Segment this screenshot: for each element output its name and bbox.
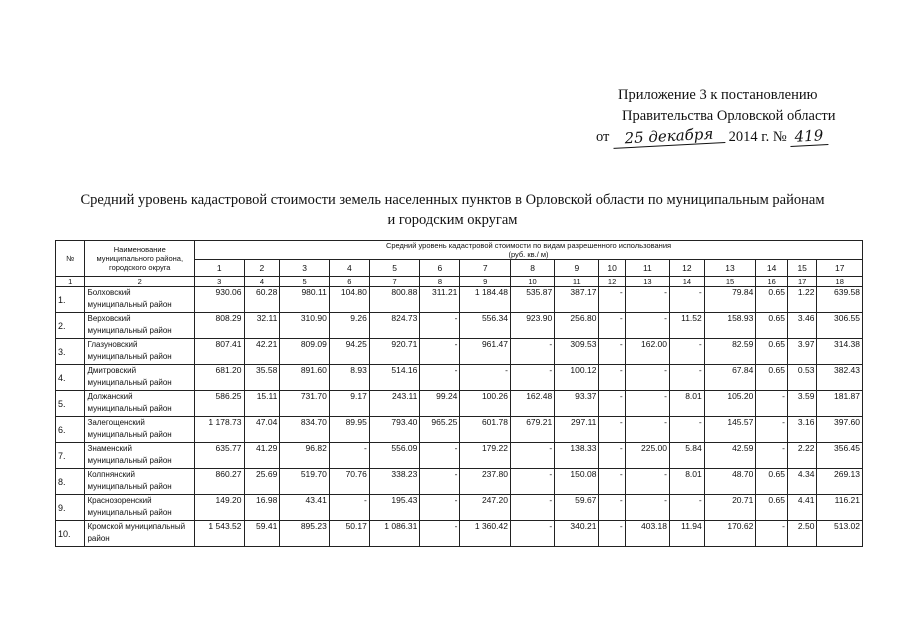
value-cell: 1 086.31 [369, 521, 420, 547]
value-cell: 43.41 [280, 495, 330, 521]
value-cell: - [625, 287, 669, 313]
value-cell: 2.22 [787, 443, 816, 469]
value-cell: 1 360.42 [460, 521, 511, 547]
sub-header-cell: 14 [756, 260, 788, 277]
value-cell: 100.12 [555, 365, 599, 391]
group-header [195, 241, 863, 260]
value-cell: - [625, 313, 669, 339]
district-name: Болховский муниципальный район [85, 287, 195, 313]
value-cell: 965.25 [420, 417, 460, 443]
sub-header-cell: 5 [369, 260, 420, 277]
value-cell: - [599, 443, 625, 469]
value-cell: 1.22 [787, 287, 816, 313]
sub-header-cell: 8 [510, 260, 554, 277]
appendix-block [596, 85, 876, 148]
value-cell: 920.71 [369, 339, 420, 365]
value-cell: 93.37 [555, 391, 599, 417]
row-number: 3. [56, 339, 85, 365]
value-cell: 556.34 [460, 313, 511, 339]
value-cell: 338.23 [369, 469, 420, 495]
appendix-ot: от [596, 129, 610, 145]
table-row [56, 339, 863, 365]
value-cell: 980.11 [280, 287, 330, 313]
index-cell: 2 [85, 277, 195, 287]
sub-header-cell: 4 [329, 260, 369, 277]
value-cell: 41.29 [244, 443, 280, 469]
value-cell: 15.11 [244, 391, 280, 417]
value-cell: 3.46 [787, 313, 816, 339]
index-cell: 17 [787, 277, 816, 287]
value-cell: 556.09 [369, 443, 420, 469]
value-cell: 834.70 [280, 417, 330, 443]
value-cell: 1 184.48 [460, 287, 511, 313]
value-cell: - [420, 443, 460, 469]
value-cell: 48.70 [704, 469, 756, 495]
index-cell: 8 [420, 277, 460, 287]
value-cell: - [625, 417, 669, 443]
value-cell: 11.52 [669, 313, 704, 339]
sub-header-cell: 12 [669, 260, 704, 277]
row-number: 8. [56, 469, 85, 495]
value-cell: 679.21 [510, 417, 554, 443]
table-row [56, 521, 863, 547]
value-cell: - [329, 495, 369, 521]
value-cell: 225.00 [625, 443, 669, 469]
sub-header-cell: 13 [704, 260, 756, 277]
handwritten-number: 419 [790, 127, 829, 147]
value-cell: 513.02 [817, 521, 863, 547]
value-cell: - [420, 313, 460, 339]
table-row [56, 287, 863, 313]
table-row [56, 313, 863, 339]
district-name: Краснозоренский муниципальный район [85, 495, 195, 521]
table-row [56, 469, 863, 495]
value-cell: 807.41 [195, 339, 245, 365]
row-number: 1. [56, 287, 85, 313]
value-cell: 809.09 [280, 339, 330, 365]
value-cell: 82.59 [704, 339, 756, 365]
sub-header-cell: 2 [244, 260, 280, 277]
value-cell: 8.01 [669, 469, 704, 495]
value-cell: 891.60 [280, 365, 330, 391]
col-name-header: Наименование муниципального района, городского округа [85, 241, 195, 277]
value-cell: 731.70 [280, 391, 330, 417]
value-cell: 243.11 [369, 391, 420, 417]
value-cell: 32.11 [244, 313, 280, 339]
district-name: Залегощенский муниципальный район [85, 417, 195, 443]
table-row [56, 391, 863, 417]
index-cell: 1 [56, 277, 85, 287]
value-cell: 387.17 [555, 287, 599, 313]
value-cell: 96.82 [280, 443, 330, 469]
value-cell: 961.47 [460, 339, 511, 365]
value-cell: 59.41 [244, 521, 280, 547]
value-cell: 42.21 [244, 339, 280, 365]
index-cell: 11 [555, 277, 599, 287]
value-cell: 0.53 [787, 365, 816, 391]
table-row [56, 495, 863, 521]
table-row [56, 443, 863, 469]
value-cell: 0.65 [756, 287, 788, 313]
row-number: 7. [56, 443, 85, 469]
sub-header-cell: 9 [555, 260, 599, 277]
group-header-text: Средний уровень кадастровой стоимости по видам разрешенного использования [385, 241, 672, 250]
index-cell: 7 [369, 277, 420, 287]
value-cell: - [599, 469, 625, 495]
value-cell: 297.11 [555, 417, 599, 443]
district-name: Знаменский муниципальный район [85, 443, 195, 469]
value-cell: 247.20 [460, 495, 511, 521]
sub-header-cell: 17 [817, 260, 863, 277]
value-cell: 42.59 [704, 443, 756, 469]
value-cell: - [756, 443, 788, 469]
value-cell: - [420, 365, 460, 391]
value-cell: 397.60 [817, 417, 863, 443]
value-cell: - [669, 287, 704, 313]
value-cell: - [420, 469, 460, 495]
row-number: 2. [56, 313, 85, 339]
index-cell: 9 [460, 277, 511, 287]
row-number: 10. [56, 521, 85, 547]
value-cell: - [599, 495, 625, 521]
value-cell: 100.26 [460, 391, 511, 417]
value-cell: 681.20 [195, 365, 245, 391]
value-cell: 1 178.73 [195, 417, 245, 443]
value-cell: 89.95 [329, 417, 369, 443]
value-cell: - [756, 391, 788, 417]
value-cell: 0.65 [756, 469, 788, 495]
cadastral-value-table [55, 240, 863, 547]
index-cell: 5 [280, 277, 330, 287]
value-cell: 181.87 [817, 391, 863, 417]
value-cell: 2.50 [787, 521, 816, 547]
value-cell: 11.94 [669, 521, 704, 547]
row-number: 6. [56, 417, 85, 443]
value-cell: 145.57 [704, 417, 756, 443]
value-cell: 514.16 [369, 365, 420, 391]
value-cell: 47.04 [244, 417, 280, 443]
value-cell: 895.23 [280, 521, 330, 547]
row-number: 4. [56, 365, 85, 391]
value-cell: - [420, 339, 460, 365]
value-cell: - [756, 417, 788, 443]
sub-header-cell: 11 [625, 260, 669, 277]
value-cell: - [599, 417, 625, 443]
value-cell: 403.18 [625, 521, 669, 547]
value-cell: - [625, 469, 669, 495]
index-cell: 13 [625, 277, 669, 287]
value-cell: - [599, 391, 625, 417]
value-cell: - [510, 365, 554, 391]
value-cell: 99.24 [420, 391, 460, 417]
value-cell: - [510, 521, 554, 547]
value-cell: - [669, 365, 704, 391]
value-cell: 158.93 [704, 313, 756, 339]
row-number: 9. [56, 495, 85, 521]
value-cell: 9.26 [329, 313, 369, 339]
appendix-line-3 [596, 124, 876, 148]
title-line-1: Средний уровень кадастровой стоимости земель населенных пунктов в Орловской области по муниципальным районам [80, 192, 825, 208]
sub-header-cell: 10 [599, 260, 625, 277]
title-line-2: и городским округам [387, 212, 518, 228]
value-cell: - [510, 339, 554, 365]
value-cell: - [669, 495, 704, 521]
district-name: Кромской муниципальный район [85, 521, 195, 547]
value-cell: 314.38 [817, 339, 863, 365]
sub-header-cell: 15 [787, 260, 816, 277]
value-cell: 309.53 [555, 339, 599, 365]
index-cell: 12 [599, 277, 625, 287]
appendix-line-2: Правительства Орловской области [622, 108, 836, 124]
value-cell: - [669, 417, 704, 443]
handwritten-date: 25 декабря [613, 125, 726, 149]
value-cell: 4.41 [787, 495, 816, 521]
value-cell: 50.17 [329, 521, 369, 547]
district-name: Верховский муниципальный район [85, 313, 195, 339]
value-cell: 94.25 [329, 339, 369, 365]
value-cell: 179.22 [460, 443, 511, 469]
value-cell: 0.65 [756, 365, 788, 391]
value-cell: 35.58 [244, 365, 280, 391]
value-cell: - [329, 443, 369, 469]
table-row [56, 365, 863, 391]
value-cell: 310.90 [280, 313, 330, 339]
value-cell: 8.01 [669, 391, 704, 417]
value-cell: 256.80 [555, 313, 599, 339]
value-cell: - [599, 339, 625, 365]
value-cell: 860.27 [195, 469, 245, 495]
index-cell: 6 [329, 277, 369, 287]
value-cell: - [420, 521, 460, 547]
value-cell: - [420, 495, 460, 521]
value-cell: 4.34 [787, 469, 816, 495]
value-cell: 0.65 [756, 313, 788, 339]
index-cell: 3 [195, 277, 245, 287]
value-cell: 150.08 [555, 469, 599, 495]
value-cell: 639.58 [817, 287, 863, 313]
value-cell: 306.55 [817, 313, 863, 339]
appendix-year: 2014 г. № [728, 129, 787, 145]
value-cell: 586.25 [195, 391, 245, 417]
value-cell: 930.06 [195, 287, 245, 313]
value-cell: 535.87 [510, 287, 554, 313]
district-name: Глазуновский муниципальный район [85, 339, 195, 365]
table-row [56, 417, 863, 443]
value-cell: - [625, 365, 669, 391]
value-cell: - [669, 339, 704, 365]
col-no-header: № [56, 241, 85, 277]
sub-header-cell: 6 [420, 260, 460, 277]
value-cell: 20.71 [704, 495, 756, 521]
index-cell: 16 [756, 277, 788, 287]
value-cell: 382.43 [817, 365, 863, 391]
value-cell: 70.76 [329, 469, 369, 495]
value-cell: 104.80 [329, 287, 369, 313]
value-cell: 519.70 [280, 469, 330, 495]
index-cell: 15 [704, 277, 756, 287]
value-cell: 25.69 [244, 469, 280, 495]
document-title [40, 190, 865, 230]
value-cell: - [599, 521, 625, 547]
group-header-unit: (руб. кв./ м) [508, 250, 549, 259]
value-cell: - [625, 391, 669, 417]
value-cell: 0.65 [756, 495, 788, 521]
index-cell: 4 [244, 277, 280, 287]
value-cell: 311.21 [420, 287, 460, 313]
value-cell: 0.65 [756, 339, 788, 365]
value-cell: 59.67 [555, 495, 599, 521]
sub-header-cell: 1 [195, 260, 245, 277]
value-cell: - [460, 365, 511, 391]
sub-header-cell: 7 [460, 260, 511, 277]
index-cell: 18 [817, 277, 863, 287]
value-cell: 793.40 [369, 417, 420, 443]
value-cell: 635.77 [195, 443, 245, 469]
value-cell: 162.48 [510, 391, 554, 417]
value-cell: 269.13 [817, 469, 863, 495]
value-cell: 923.90 [510, 313, 554, 339]
value-cell: 60.28 [244, 287, 280, 313]
value-cell: 149.20 [195, 495, 245, 521]
value-cell: 800.88 [369, 287, 420, 313]
value-cell: 67.84 [704, 365, 756, 391]
value-cell: 16.98 [244, 495, 280, 521]
value-cell: 356.45 [817, 443, 863, 469]
value-cell: - [510, 469, 554, 495]
value-cell: - [599, 313, 625, 339]
value-cell: - [756, 521, 788, 547]
value-cell: - [510, 495, 554, 521]
value-cell: 9.17 [329, 391, 369, 417]
value-cell: 601.78 [460, 417, 511, 443]
value-cell: 162.00 [625, 339, 669, 365]
value-cell: 8.93 [329, 365, 369, 391]
value-cell: 237.80 [460, 469, 511, 495]
value-cell: 808.29 [195, 313, 245, 339]
value-cell: - [625, 495, 669, 521]
district-name: Должанский муниципальный район [85, 391, 195, 417]
value-cell: 824.73 [369, 313, 420, 339]
value-cell: 116.21 [817, 495, 863, 521]
value-cell: 170.62 [704, 521, 756, 547]
index-cell: 10 [510, 277, 554, 287]
value-cell: - [599, 287, 625, 313]
value-cell: 138.33 [555, 443, 599, 469]
appendix-line-1: Приложение 3 к постановлению [618, 87, 818, 103]
value-cell: 3.59 [787, 391, 816, 417]
sub-header-cell: 3 [280, 260, 330, 277]
value-cell: 3.97 [787, 339, 816, 365]
district-name: Дмитровский муниципальный район [85, 365, 195, 391]
row-number: 5. [56, 391, 85, 417]
value-cell: 195.43 [369, 495, 420, 521]
value-cell: 105.20 [704, 391, 756, 417]
value-cell: 3.16 [787, 417, 816, 443]
value-cell: 340.21 [555, 521, 599, 547]
value-cell: 79.84 [704, 287, 756, 313]
value-cell: 5.84 [669, 443, 704, 469]
value-cell: - [510, 443, 554, 469]
index-cell: 14 [669, 277, 704, 287]
district-name: Колпнянский муниципальный район [85, 469, 195, 495]
value-cell: - [599, 365, 625, 391]
value-cell: 1 543.52 [195, 521, 245, 547]
